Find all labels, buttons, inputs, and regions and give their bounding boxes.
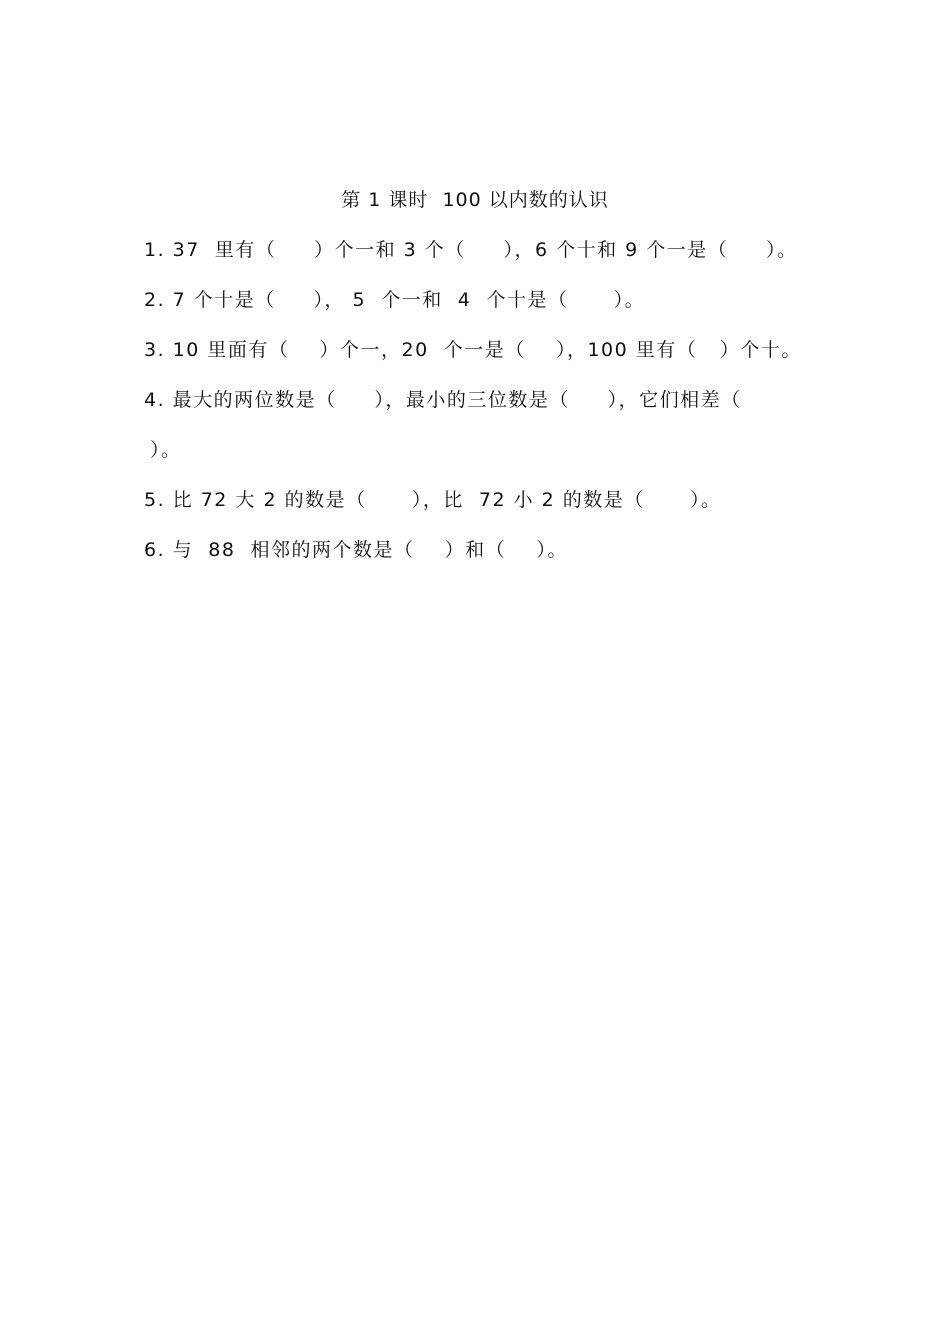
question-4: 4. 最大的两位数是（ ），最小的三位数是（ ），它们相差（ [144, 389, 742, 411]
lesson-title: 第 1 课时 100 以内数的认识 [341, 189, 609, 211]
question-6: 6. 与 88 相邻的两个数是（ ）和（ ）。 [144, 539, 568, 561]
question-1: 1. 37 里有（ ）个一和 3 个（ ），6 个十和 9 个一是（ ）。 [144, 239, 798, 261]
question-4-continuation: ）。 [150, 439, 182, 461]
question-5: 5. 比 72 大 2 的数是（ ），比 72 小 2 的数是（ ）。 [144, 489, 722, 511]
question-3: 3. 10 里面有（ ）个一，20 个一是（ ），100 里有（ ）个十。 [144, 339, 802, 361]
question-2: 2. 7 个十是（ ）， 5 个一和 4 个十是（ ）。 [144, 289, 646, 311]
